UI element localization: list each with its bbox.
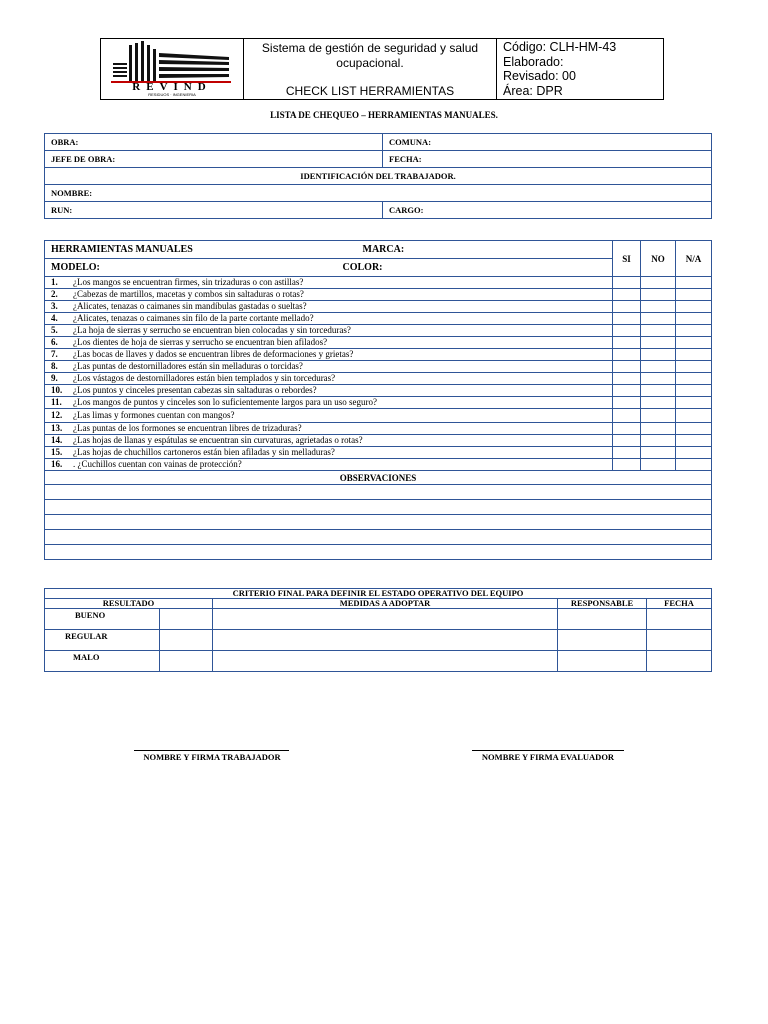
checklist-question xyxy=(45,373,613,385)
answer-si-checkbox[interactable] xyxy=(613,385,641,397)
answer-si-checkbox[interactable] xyxy=(613,435,641,447)
checklist-row xyxy=(45,313,712,325)
answer-na-checkbox[interactable] xyxy=(676,337,712,349)
logo-tagline: RESIDUOS · INGENIERIA xyxy=(148,92,196,97)
marca-label: MARCA: xyxy=(362,244,405,255)
answer-na-checkbox[interactable] xyxy=(676,435,712,447)
answer-no-checkbox[interactable] xyxy=(641,277,676,289)
checklist-row xyxy=(45,447,712,459)
column-no: NO xyxy=(641,241,676,277)
answer-no-checkbox[interactable] xyxy=(641,423,676,435)
logo-cell xyxy=(101,39,244,100)
answer-si-checkbox[interactable] xyxy=(613,325,641,337)
fecha-field[interactable]: FECHA: xyxy=(383,151,712,168)
checklist-question xyxy=(45,301,613,313)
malo-responsable-cell[interactable] xyxy=(558,651,647,672)
checklist-row xyxy=(45,373,712,385)
item-question-text: ¿La hoja de sierras y serrucho se encuentran bien colocadas y sin torceduras? xyxy=(73,325,351,335)
answer-si-checkbox[interactable] xyxy=(613,337,641,349)
identification-table xyxy=(44,133,712,219)
malo-medidas-cell[interactable] xyxy=(213,651,558,672)
item-question-text: ¿Los mangos de puntos y cinceles son lo suficientemente largos para un uso seguro? xyxy=(73,397,378,407)
regular-medidas-cell[interactable] xyxy=(213,630,558,651)
modelo-label: MODELO: xyxy=(51,262,100,273)
answer-si-checkbox[interactable] xyxy=(613,423,641,435)
checklist-row xyxy=(45,325,712,337)
checklist-question xyxy=(45,277,613,289)
checklist-row xyxy=(45,397,712,409)
document-control-cell xyxy=(497,39,664,100)
answer-no-checkbox[interactable] xyxy=(641,409,676,423)
checklist-question xyxy=(45,459,613,471)
answer-na-checkbox[interactable] xyxy=(676,361,712,373)
item-number: 11. xyxy=(51,397,62,407)
checklist-row xyxy=(45,423,712,435)
answer-na-checkbox[interactable] xyxy=(676,313,712,325)
tools-checklist-table xyxy=(44,240,712,560)
item-question-text: ¿Los puntos y cinceles presentan cabezas sin saltaduras o rebordes? xyxy=(73,385,317,395)
answer-no-checkbox[interactable] xyxy=(641,459,676,471)
checklist-items xyxy=(45,277,712,471)
document-code: Código: CLH-HM-43 xyxy=(503,40,617,54)
document-area: Área: DPR xyxy=(503,83,563,98)
checklist-question xyxy=(45,423,613,435)
item-question-text: ¿Alicates, tenazas o caimanes sin filo de la parte cortante mellado? xyxy=(73,313,314,323)
answer-na-checkbox[interactable] xyxy=(676,409,712,423)
answer-si-checkbox[interactable] xyxy=(613,301,641,313)
item-number: 8. xyxy=(51,361,58,371)
checklist-row xyxy=(45,459,712,471)
checklist-question xyxy=(45,447,613,459)
answer-si-checkbox[interactable] xyxy=(613,361,641,373)
color-label: COLOR: xyxy=(342,262,383,273)
result-bueno-label: BUENO xyxy=(45,609,160,630)
item-question-text: ¿Los mangos se encuentran firmes, sin trizaduras o con astillas? xyxy=(73,277,304,287)
answer-no-checkbox[interactable] xyxy=(641,397,676,409)
run-field[interactable]: RUN: xyxy=(45,202,383,219)
item-question-text: ¿Las hojas de chuchillos cartoneros están bien afiladas y sin melladuras? xyxy=(73,447,335,457)
answer-no-checkbox[interactable] xyxy=(641,349,676,361)
answer-na-checkbox[interactable] xyxy=(676,459,712,471)
resultado-header: RESULTADO xyxy=(45,599,213,609)
document-name: CHECK LIST HERRAMIENTAS xyxy=(285,84,455,98)
nombre-field[interactable]: NOMBRE: xyxy=(45,185,712,202)
item-number: 16. xyxy=(51,459,63,469)
page-title: LISTA DE CHEQUEO – HERRAMIENTAS MANUALES. xyxy=(270,110,498,120)
answer-no-checkbox[interactable] xyxy=(641,289,676,301)
answer-na-checkbox[interactable] xyxy=(676,325,712,337)
checklist-row xyxy=(45,361,712,373)
worker-signature-label: NOMBRE Y FIRMA TRABAJADOR xyxy=(143,752,281,762)
regular-fecha-cell[interactable] xyxy=(647,630,712,651)
item-question-text: ¿Los dientes de hoja de sierras y serrucho se encuentran bien afilados? xyxy=(73,337,328,347)
answer-na-checkbox[interactable] xyxy=(676,349,712,361)
system-title-line1: Sistema de gestión de seguridad y salud xyxy=(261,41,479,55)
tool-marca-cell[interactable] xyxy=(45,241,613,259)
answer-si-checkbox[interactable] xyxy=(613,277,641,289)
worker-signature-line[interactable] xyxy=(134,750,289,751)
observations-heading: OBSERVACIONES xyxy=(45,471,712,485)
checklist-question xyxy=(45,361,613,373)
item-number: 15. xyxy=(51,447,63,457)
system-title-cell xyxy=(244,39,497,100)
malo-fecha-cell[interactable] xyxy=(647,651,712,672)
answer-si-checkbox[interactable] xyxy=(613,349,641,361)
criteria-title: CRITERIO FINAL PARA DEFINIR EL ESTADO OPERATIVO DEL EQUIPO xyxy=(45,589,712,599)
jefe-obra-field[interactable]: JEFE DE OBRA: xyxy=(45,151,383,168)
item-question-text: ¿Las puntas de destornilladores están sin melladuras o torcidas? xyxy=(73,361,303,371)
answer-no-checkbox[interactable] xyxy=(641,313,676,325)
answer-na-checkbox[interactable] xyxy=(676,277,712,289)
item-number: 10. xyxy=(51,385,63,395)
answer-na-checkbox[interactable] xyxy=(676,385,712,397)
worker-identification-heading: IDENTIFICACIÓN DEL TRABAJADOR. xyxy=(45,168,712,185)
document-header xyxy=(100,38,664,100)
bueno-medidas-cell[interactable] xyxy=(213,609,558,630)
answer-si-checkbox[interactable] xyxy=(613,397,641,409)
item-number: 5. xyxy=(51,325,58,335)
item-question-text: ¿Las bocas de llaves y dados se encuentran libres de deformaciones y grietas? xyxy=(73,349,354,359)
answer-si-checkbox[interactable] xyxy=(613,289,641,301)
observations-line[interactable] xyxy=(45,530,712,545)
item-question-text: ¿Las limas y formones cuentan con mangos? xyxy=(73,410,235,420)
checklist-question xyxy=(45,435,613,447)
checklist-question xyxy=(45,409,613,423)
answer-si-checkbox[interactable] xyxy=(613,447,641,459)
regular-responsable-cell[interactable] xyxy=(558,630,647,651)
item-question-text: ¿Los vástagos de destornilladores están bien templados y sin torceduras? xyxy=(73,373,336,383)
item-number: 12. xyxy=(51,410,63,420)
item-number: 6. xyxy=(51,337,58,347)
herramientas-label: HERRAMIENTAS MANUALES xyxy=(51,244,193,255)
observations-line[interactable] xyxy=(45,515,712,530)
checklist-row xyxy=(45,337,712,349)
item-number: 7. xyxy=(51,349,58,359)
checklist-row xyxy=(45,289,712,301)
item-number: 4. xyxy=(51,313,58,323)
evaluator-signature-label: NOMBRE Y FIRMA EVALUADOR xyxy=(481,752,615,762)
bueno-responsable-cell[interactable] xyxy=(558,609,647,630)
item-number: 13. xyxy=(51,423,63,433)
answer-si-checkbox[interactable] xyxy=(613,373,641,385)
answer-no-checkbox[interactable] xyxy=(641,435,676,447)
answer-na-checkbox[interactable] xyxy=(676,289,712,301)
checklist-question xyxy=(45,385,613,397)
bueno-fecha-cell[interactable] xyxy=(647,609,712,630)
item-question-text: ¿Cabezas de martillos, macetas y combos sin saltaduras o rotas? xyxy=(73,289,304,299)
logo-wordmark: REVIND xyxy=(132,81,212,93)
answer-no-checkbox[interactable] xyxy=(641,447,676,459)
answer-si-checkbox[interactable] xyxy=(613,409,641,423)
answer-na-checkbox[interactable] xyxy=(676,423,712,435)
item-number: 2. xyxy=(51,289,58,299)
company-logo xyxy=(101,39,243,99)
answer-si-checkbox[interactable] xyxy=(613,313,641,325)
item-question-text: ¿Alicates, tenazas o caimanes sin mandíbulas gastadas o sueltas? xyxy=(73,301,307,311)
result-bueno-mark[interactable] xyxy=(160,609,213,630)
result-regular-mark[interactable] xyxy=(160,630,213,651)
result-malo-label: MALO xyxy=(45,651,160,672)
item-question-text: ¿Las puntas de los formones se encuentran libres de trizaduras? xyxy=(73,423,302,433)
answer-si-checkbox[interactable] xyxy=(613,459,641,471)
tool-model-color-cell[interactable] xyxy=(45,259,613,277)
checklist-question xyxy=(45,313,613,325)
obra-field[interactable]: OBRA: xyxy=(45,134,383,151)
final-criteria-table xyxy=(44,588,712,672)
answer-no-checkbox[interactable] xyxy=(641,337,676,349)
item-number: 14. xyxy=(51,435,63,445)
answer-no-checkbox[interactable] xyxy=(641,385,676,397)
result-malo-mark[interactable] xyxy=(160,651,213,672)
column-na: N/A xyxy=(676,241,712,277)
observations-line[interactable] xyxy=(45,545,712,560)
item-number: 9. xyxy=(51,373,58,383)
checklist-row xyxy=(45,409,712,423)
answer-na-checkbox[interactable] xyxy=(676,301,712,313)
comuna-field[interactable]: COMUNA: xyxy=(383,134,712,151)
document-elaborated: Elaborado: xyxy=(503,54,564,69)
responsable-header: RESPONSABLE xyxy=(558,599,647,609)
item-question-text: . ¿Cuchillos cuentan con vainas de protección? xyxy=(73,459,242,469)
cargo-field[interactable]: CARGO: xyxy=(383,202,712,219)
document-revision: Revisado: 00 xyxy=(503,69,576,83)
answer-no-checkbox[interactable] xyxy=(641,373,676,385)
item-number: 3. xyxy=(51,301,58,311)
checklist-question xyxy=(45,337,613,349)
answer-na-checkbox[interactable] xyxy=(676,397,712,409)
checklist-question xyxy=(45,349,613,361)
column-si: SI xyxy=(613,241,641,277)
answer-no-checkbox[interactable] xyxy=(641,325,676,337)
observations-line[interactable] xyxy=(45,500,712,515)
checklist-row xyxy=(45,349,712,361)
answer-no-checkbox[interactable] xyxy=(641,301,676,313)
evaluator-signature-line[interactable] xyxy=(472,750,624,751)
result-regular-label: REGULAR xyxy=(45,630,160,651)
checklist-question xyxy=(45,289,613,301)
system-title-line2: ocupacional. xyxy=(336,56,404,70)
checklist-row xyxy=(45,435,712,447)
medidas-header: MEDIDAS A ADOPTAR xyxy=(213,599,558,609)
checklist-question xyxy=(45,325,613,337)
checklist-row xyxy=(45,277,712,289)
checklist-question xyxy=(45,397,613,409)
answer-na-checkbox[interactable] xyxy=(676,447,712,459)
checklist-row xyxy=(45,301,712,313)
item-question-text: ¿Las hojas de llanas y espátulas se encuentran sin curvaturas, agrietadas o rotas? xyxy=(73,435,363,445)
checklist-row xyxy=(45,385,712,397)
answer-no-checkbox[interactable] xyxy=(641,361,676,373)
observations-line[interactable] xyxy=(45,485,712,500)
answer-na-checkbox[interactable] xyxy=(676,373,712,385)
fecha-header: FECHA xyxy=(647,599,712,609)
item-number: 1. xyxy=(51,277,58,287)
